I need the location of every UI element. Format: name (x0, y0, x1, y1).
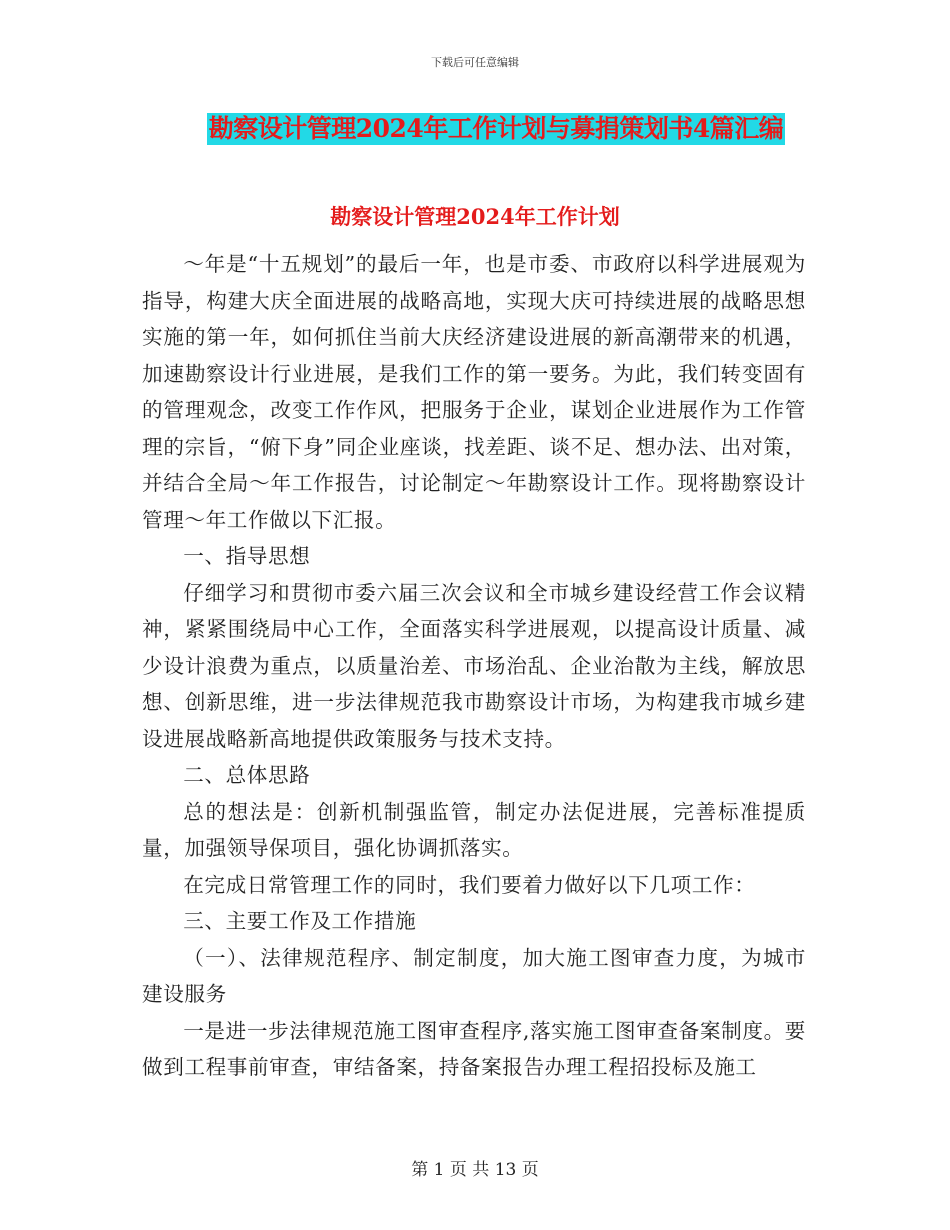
heading-main-work: 三、主要工作及工作措施 (183, 909, 417, 933)
paragraph-daily-work: 在完成日常管理工作的同时，我们要着力做好以下几项工作： (183, 872, 756, 897)
header-note: 下载后可任意编辑 (431, 56, 519, 69)
heading-overall-approach: 二、总体思路 (183, 763, 311, 787)
main-title: 勘察设计管理2024年工作计划与募捐策划书4篇汇编 (208, 114, 784, 143)
main-title-container (0, 113, 950, 145)
paragraph-overall-approach: 总的想法是：创新机制强监管，制定办法促进展，完善标准提质量，加强领导保项目，强化协调抓落实。 (142, 799, 806, 860)
page-footer: 第 1 页 共 13 页 (411, 1160, 539, 1180)
subheading-standardize-procedures: （一）、法律规范程序、制定制度，加大施工图审查力度，为城市建设服务 (142, 945, 806, 1006)
paragraph-first-measure: 一是进一步法律规范施工图审查程序,落实施工图审查备案制度。要做到工程事前审查，审结备案，持备案报告办理工程招投标及施工 (142, 1018, 806, 1079)
paragraph-guiding-ideology: 仔细学习和贯彻市委六届三次会议和全市城乡建设经营工作会议精神，紧紧围绕局中心工作，全面落实科学进展观，以提高设计质量、减少设计浪费为重点，以质量治差、市场治乱、企业治散为主线，解放思想、创新思维，进一步法律规范我市勘察设计市场，为构建我市城乡建设进展战略新高地提供政策服务与技术支持。 (142, 580, 806, 751)
document-body (142, 246, 806, 1086)
heading-guiding-ideology: 一、指导思想 (183, 544, 311, 568)
section-title: 勘察设计管理2024年工作计划 (330, 204, 620, 229)
paragraph-intro: ～年是“十五规划”的最后一年，也是市委、市政府以科学进展观为指导，构建大庆全面进展的战略高地，实现大庆可持续进展的战略思想实施的第一年，如何抓住当前大庆经济建设进展的新高潮带来的机遇，加速勘察设计行业进展，是我们工作的第一要务。为此，我们转变固有的管理观念，改变工作作风，把服务于企业，谋划企业进展作为工作管理的宗旨，“俯下身”同企业座谈，找差距、谈不足、想办法、出对策，并结合全局～年工作报告，讨论制定～年勘察设计工作。现将勘察设计管理～年工作做以下汇报。 (142, 252, 806, 532)
